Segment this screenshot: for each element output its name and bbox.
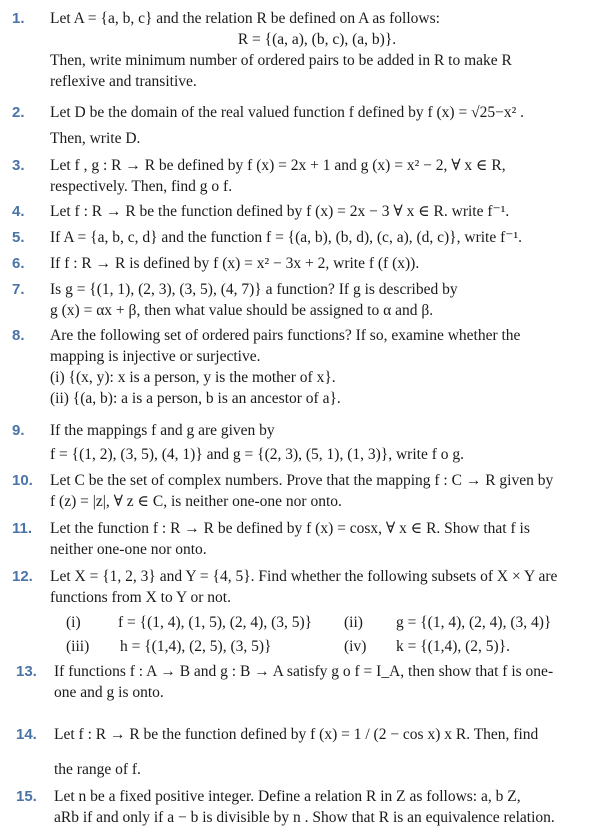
question-number: 14.	[16, 726, 37, 743]
question-text	[50, 420, 584, 465]
question-line: Let C be the set of complex numbers. Prove that the mapping f : C → R given by	[50, 472, 554, 489]
question-line: If f : R → R is defined by f (x) = x² − 3x + 2, write f (f (x)).	[50, 255, 420, 272]
question-line: Let f , g : R → R be defined by f (x) = 2x + 1 and g (x) = x² − 2, ∀ x ∈ R,	[50, 157, 506, 174]
question-text	[50, 518, 584, 560]
subset-value: k = {(1,4), (2, 5)}.	[396, 638, 511, 655]
question-line: If the mappings f and g are given by	[50, 422, 275, 439]
question-line: functions from X to Y or not.	[50, 589, 231, 606]
question-text	[50, 566, 584, 608]
question-line: Let D be the domain of the real valued function f defined by f (x) = √25−x² .	[50, 104, 524, 121]
question-line: If A = {a, b, c, d} and the function f = {(a, b), (b, d), (c, a), (d, c)}, write f⁻¹.	[50, 229, 522, 246]
question-text	[50, 155, 584, 197]
question-text	[54, 786, 588, 828]
question-number: 11.	[12, 520, 33, 537]
question-text	[50, 8, 584, 92]
question-line: neither one-one nor onto.	[50, 541, 207, 558]
question-line: Then, write D.	[50, 130, 141, 147]
question-line: the range of f.	[54, 761, 141, 778]
question-line: Let X = {1, 2, 3} and Y = {4, 5}. Find whether the following subsets of X × Y are	[50, 568, 558, 585]
question-number: 3.	[12, 157, 25, 174]
question-line: Let f : R → R be the function defined by f (x) = 2x − 3 ∀ x ∈ R. write f⁻¹.	[50, 203, 510, 220]
question-number: 9.	[12, 422, 25, 439]
question-text	[50, 201, 584, 222]
question-line: reflexive and transitive.	[50, 73, 197, 90]
question-line: (i) {(x, y): x is a person, y is the mother of x}.	[50, 369, 336, 386]
subset-value: h = {(1,4), (2, 5), (3, 5)}	[120, 638, 272, 655]
subset-label: (ii)	[344, 614, 363, 631]
question-line: If functions f : A → B and g : B → A satisfy g o f = I_A, then show that f is one-	[54, 663, 554, 680]
question-line: one and g is onto.	[54, 684, 164, 701]
question-number: 15.	[16, 788, 37, 805]
question-number: 12.	[12, 568, 33, 585]
question-text	[50, 227, 584, 248]
question-number: 8.	[12, 327, 25, 344]
question-line: aRb if and only if a − b is divisible by n . Show that R is an equivalence relation.	[54, 809, 555, 826]
subset-label: (iv)	[344, 638, 367, 655]
question-text	[50, 279, 584, 321]
question-line: respectively. Then, find g o f.	[50, 178, 233, 195]
question-line: (ii) {(a, b): a is a person, b is an ancestor of a}.	[50, 390, 341, 407]
question-text	[50, 253, 584, 274]
question-number: 6.	[12, 255, 25, 272]
subset-value: g = {(1, 4), (2, 4), (3, 4)}	[396, 614, 552, 631]
question-number: 1.	[12, 10, 25, 27]
subset-label: (i)	[66, 614, 81, 631]
question-line: Let the function f : R → R be defined by f (x) = cosx, ∀ x ∈ R. Show that f is	[50, 520, 530, 537]
question-text	[50, 470, 584, 512]
question-number: 13.	[16, 663, 37, 680]
question-line: f (z) = |z|, ∀ z ∈ C, is neither one-one nor onto.	[50, 493, 342, 510]
question-number: 10.	[12, 472, 33, 489]
question-number: 4.	[12, 203, 25, 220]
question-text	[50, 325, 584, 409]
question-line: Let n be a fixed positive integer. Define a relation R in Z as follows: a, b Z,	[54, 788, 521, 805]
question-line: f = {(1, 2), (3, 5), (4, 1)} and g = {(2, 3), (5, 1), (1, 3)}, write f o g.	[50, 446, 464, 463]
question-line: Let f : R → R be the function defined by f (x) = 1 / (2 − cos x) x R. Then, find	[54, 726, 539, 743]
subset-label: (iii)	[66, 638, 90, 655]
question-line: Let A = {a, b, c} and the relation R be defined on A as follows:	[50, 10, 440, 27]
question-number: 7.	[12, 281, 25, 298]
question-text	[50, 102, 584, 149]
subset-value: f = {(1, 4), (1, 5), (2, 4), (3, 5)}	[118, 614, 313, 631]
question-line: Is g = {(1, 1), (2, 3), (3, 5), (4, 7)} a function? If g is described by	[50, 281, 458, 298]
question-number: 5.	[12, 229, 25, 246]
question-line: Then, write minimum number of ordered pairs to be added in R to make R	[50, 52, 512, 69]
question-line: mapping is injective or surjective.	[50, 348, 261, 365]
question-text	[54, 724, 588, 780]
question-line: Are the following set of ordered pairs functions? If so, examine whether the	[50, 327, 521, 344]
question-line: R = {(a, a), (b, c), (a, b)}.	[237, 31, 397, 48]
question-line: g (x) = αx + β, then what value should be assigned to α and β.	[50, 302, 434, 319]
question-number: 2.	[12, 104, 25, 121]
question-text	[54, 661, 588, 703]
